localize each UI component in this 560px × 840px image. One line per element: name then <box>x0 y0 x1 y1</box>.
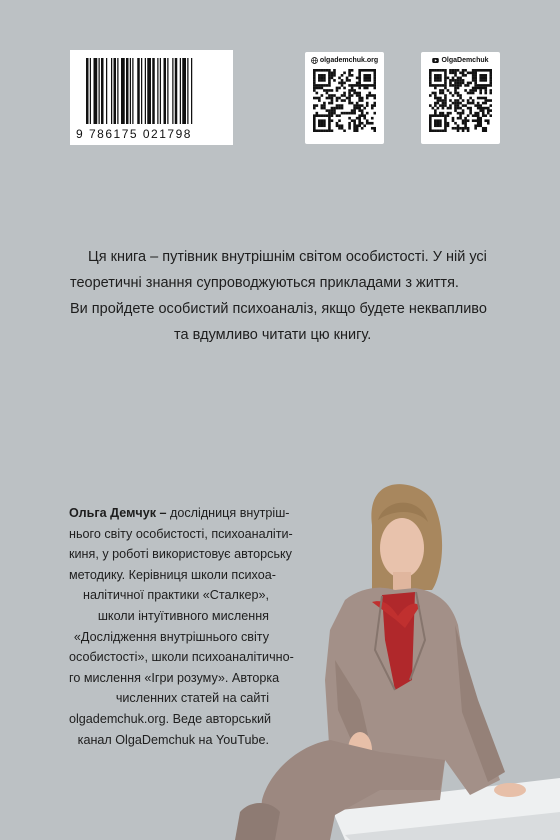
blurb-line-3: Ви пройдете особистий психоаналіз, якщо будете неквапливо <box>70 301 487 317</box>
bio-line-11: olgademchuk.org. Веде авторський <box>69 711 272 726</box>
author-name: Ольга Демчук – <box>69 506 167 520</box>
blurb-line-4: та вдумливо читати цю книгу. <box>174 327 372 343</box>
bio-line-2: нього світу особистості, психоаналіти- <box>69 526 293 541</box>
bio-line-5: налітичної практики «Сталкер», <box>83 588 269 603</box>
bio-line-4: методику. Керівниця школи психоа- <box>69 567 276 582</box>
isbn-digits: 9 786175 021798 <box>76 127 192 141</box>
bio-line-1: дослідниця внутріш- <box>166 506 290 520</box>
bio-line-7: «Дослідження внутрішнього світу <box>73 629 269 644</box>
bio-line-6: школи інтуїтивного мислення <box>97 608 269 623</box>
blurb-line-2: теоретичні знання супроводжуються прикладами з життя. <box>70 275 459 291</box>
qr-label-website-text: olgademchuk.org <box>319 57 379 64</box>
qr-label-youtube-text: OlgaDemchuk <box>441 57 489 64</box>
bio-line-8: особистості», школи психоаналітично- <box>69 650 294 665</box>
bio-line-9: го мислення «Ігри розуму». Авторка <box>69 670 280 685</box>
bio-line-12: канал OlgaDemchuk на YouTube. <box>77 732 269 747</box>
bio-line-10: численних статей на сайті <box>115 691 269 706</box>
blurb-line-1: Ця книга – путівник внутрішнім світом особистості. У ній усі <box>88 249 487 265</box>
bio-line-3: киня, у роботі використовує авторську <box>69 547 292 562</box>
photo-face <box>380 518 424 578</box>
author-bio <box>69 503 294 750</box>
